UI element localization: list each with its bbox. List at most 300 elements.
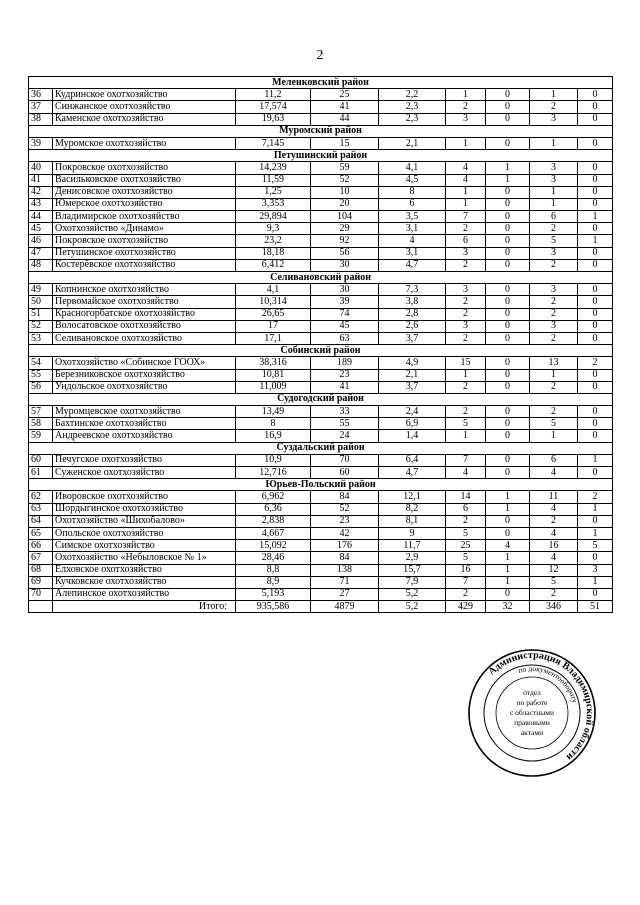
value-cell: 4,1 <box>236 284 311 296</box>
row-number: 48 <box>29 259 53 271</box>
value-cell: 42 <box>311 527 379 539</box>
row-number: 56 <box>29 381 53 393</box>
district-header-row <box>29 272 613 284</box>
value-cell: 2 <box>446 406 486 418</box>
table-row <box>29 467 613 479</box>
table-row <box>29 540 613 552</box>
row-number: 46 <box>29 235 53 247</box>
value-cell: 6 <box>446 235 486 247</box>
value-cell: 0 <box>578 259 613 271</box>
value-cell: 0 <box>486 89 530 101</box>
value-cell: 0 <box>486 406 530 418</box>
table-row <box>29 369 613 381</box>
value-cell: 1 <box>486 503 530 515</box>
value-cell: 6,9 <box>379 418 446 430</box>
value-cell: 0 <box>578 137 613 149</box>
value-cell: 4 <box>379 235 446 247</box>
row-number: 66 <box>29 540 53 552</box>
farm-name: Владимирское охотхозяйство <box>53 211 236 223</box>
value-cell: 0 <box>486 259 530 271</box>
value-cell: 0 <box>486 467 530 479</box>
row-number: 65 <box>29 527 53 539</box>
value-cell: 1,4 <box>379 430 446 442</box>
table-row <box>29 113 613 125</box>
farm-name: Печугское охотхозяйство <box>53 454 236 466</box>
row-number: 50 <box>29 296 53 308</box>
value-cell: 2,2 <box>379 89 446 101</box>
value-cell: 2,3 <box>379 113 446 125</box>
value-cell: 0 <box>486 357 530 369</box>
row-number: 69 <box>29 576 53 588</box>
district-name: Меленковский район <box>29 77 613 89</box>
value-cell: 4 <box>530 467 578 479</box>
value-cell: 12,716 <box>236 467 311 479</box>
value-cell: 2 <box>530 588 578 600</box>
hunting-farms-table <box>28 76 613 613</box>
value-cell: 30 <box>311 259 379 271</box>
value-cell: 1 <box>530 369 578 381</box>
district-name: Селивановский район <box>29 272 613 284</box>
farm-name: Охотхозяйство «Динамо» <box>53 223 236 235</box>
row-number: 61 <box>29 467 53 479</box>
row-number: 60 <box>29 454 53 466</box>
value-cell: 3 <box>530 320 578 332</box>
value-cell: 3 <box>530 247 578 259</box>
value-cell: 2 <box>530 406 578 418</box>
value-cell: 2,1 <box>379 137 446 149</box>
farm-name: Симское охотхозяйство <box>53 540 236 552</box>
value-cell: 1 <box>486 552 530 564</box>
table-row <box>29 406 613 418</box>
table-row <box>29 320 613 332</box>
row-number: 42 <box>29 186 53 198</box>
value-cell: 4,7 <box>379 467 446 479</box>
value-cell: 7,145 <box>236 137 311 149</box>
value-cell: 2 <box>578 357 613 369</box>
value-cell: 23 <box>311 515 379 527</box>
total-value: 5,2 <box>379 601 446 613</box>
value-cell: 0 <box>486 454 530 466</box>
value-cell: 11,2 <box>236 89 311 101</box>
value-cell: 8,2 <box>379 503 446 515</box>
value-cell: 0 <box>486 381 530 393</box>
farm-name: Васильковское охотхозяйство <box>53 174 236 186</box>
table-row <box>29 162 613 174</box>
table-row <box>29 186 613 198</box>
table-row <box>29 454 613 466</box>
farm-name: Иворовское охотхозяйство <box>53 491 236 503</box>
farm-name: Андреевское охотхозяйство <box>53 430 236 442</box>
total-value: 32 <box>486 601 530 613</box>
row-number: 39 <box>29 137 53 149</box>
value-cell: 1 <box>446 430 486 442</box>
district-header-row <box>29 393 613 405</box>
value-cell: 63 <box>311 332 379 344</box>
value-cell: 0 <box>578 406 613 418</box>
stamp-line-3: с областными <box>509 708 555 717</box>
value-cell: 55 <box>311 418 379 430</box>
value-cell: 6,412 <box>236 259 311 271</box>
value-cell: 3,8 <box>379 296 446 308</box>
stamp-line-5: актами <box>520 728 544 737</box>
value-cell: 1 <box>578 503 613 515</box>
value-cell: 5 <box>446 527 486 539</box>
value-cell: 0 <box>486 320 530 332</box>
value-cell: 0 <box>486 418 530 430</box>
value-cell: 8 <box>379 186 446 198</box>
table-row <box>29 101 613 113</box>
table-row <box>29 332 613 344</box>
value-cell: 30 <box>311 284 379 296</box>
farm-name: Селивановское охотхозяйство <box>53 332 236 344</box>
value-cell: 3,5 <box>379 211 446 223</box>
value-cell: 0 <box>578 162 613 174</box>
row-number: 55 <box>29 369 53 381</box>
row-number: 40 <box>29 162 53 174</box>
value-cell: 0 <box>486 113 530 125</box>
value-cell: 0 <box>578 515 613 527</box>
value-cell: 18,18 <box>236 247 311 259</box>
value-cell: 3 <box>530 284 578 296</box>
farm-name: Муромское охотхозяйство <box>53 137 236 149</box>
value-cell: 74 <box>311 308 379 320</box>
farm-name: Охотхозяйство «Собинское ГООХ» <box>53 357 236 369</box>
value-cell: 0 <box>578 174 613 186</box>
value-cell: 0 <box>578 467 613 479</box>
district-name: Судогодский район <box>29 393 613 405</box>
value-cell: 10,81 <box>236 369 311 381</box>
value-cell: 7,9 <box>379 576 446 588</box>
value-cell: 0 <box>578 296 613 308</box>
value-cell: 15,7 <box>379 564 446 576</box>
farm-name: Елховское охотхозяйство <box>53 564 236 576</box>
official-stamp <box>467 648 597 778</box>
value-cell: 2 <box>446 259 486 271</box>
value-cell: 2 <box>530 223 578 235</box>
row-number: 43 <box>29 198 53 210</box>
farm-name: Волосатовское охотхозяйство <box>53 320 236 332</box>
stamp-inner-ring-text: по документообороту <box>517 663 580 704</box>
row-number: 57 <box>29 406 53 418</box>
value-cell: 2,9 <box>379 552 446 564</box>
value-cell: 2 <box>446 381 486 393</box>
farm-name: Суженское охотхозяйство <box>53 467 236 479</box>
value-cell: 138 <box>311 564 379 576</box>
district-header-row <box>29 150 613 162</box>
value-cell: 0 <box>578 247 613 259</box>
value-cell: 27 <box>311 588 379 600</box>
value-cell: 3,1 <box>379 247 446 259</box>
value-cell: 6,4 <box>379 454 446 466</box>
total-row <box>29 601 613 613</box>
value-cell: 0 <box>578 588 613 600</box>
value-cell: 0 <box>486 308 530 320</box>
value-cell: 0 <box>578 430 613 442</box>
district-name: Петушинский район <box>29 150 613 162</box>
value-cell: 11 <box>530 491 578 503</box>
value-cell: 8 <box>236 418 311 430</box>
value-cell: 1 <box>530 137 578 149</box>
value-cell: 2 <box>530 296 578 308</box>
farm-name: Ундольское охотхозяйство <box>53 381 236 393</box>
row-number: 49 <box>29 284 53 296</box>
total-value: 346 <box>530 601 578 613</box>
table-row <box>29 576 613 588</box>
value-cell: 4 <box>530 503 578 515</box>
value-cell: 2 <box>530 515 578 527</box>
farm-name: Каменское охотхозяйство <box>53 113 236 125</box>
value-cell: 0 <box>486 247 530 259</box>
value-cell: 14 <box>446 491 486 503</box>
value-cell: 24 <box>311 430 379 442</box>
value-cell: 7 <box>446 211 486 223</box>
value-cell: 0 <box>578 284 613 296</box>
value-cell: 3 <box>446 320 486 332</box>
district-name: Собинский район <box>29 345 613 357</box>
value-cell: 12 <box>530 564 578 576</box>
value-cell: 5 <box>446 418 486 430</box>
value-cell: 1 <box>446 89 486 101</box>
row-number: 36 <box>29 89 53 101</box>
value-cell: 0 <box>486 515 530 527</box>
value-cell: 1 <box>446 369 486 381</box>
value-cell: 17,574 <box>236 101 311 113</box>
value-cell: 4,667 <box>236 527 311 539</box>
table-row <box>29 223 613 235</box>
value-cell: 15,092 <box>236 540 311 552</box>
row-number: 52 <box>29 320 53 332</box>
row-number: 51 <box>29 308 53 320</box>
stamp-line-4: правовыми <box>514 718 550 727</box>
value-cell: 0 <box>486 284 530 296</box>
value-cell: 3,7 <box>379 332 446 344</box>
value-cell: 0 <box>578 308 613 320</box>
value-cell: 5,193 <box>236 588 311 600</box>
farm-name: Красногорбатское охотхозяйство <box>53 308 236 320</box>
district-header-row <box>29 125 613 137</box>
table-row <box>29 174 613 186</box>
value-cell: 5 <box>446 552 486 564</box>
value-cell: 4,9 <box>379 357 446 369</box>
value-cell: 6,962 <box>236 491 311 503</box>
value-cell: 70 <box>311 454 379 466</box>
value-cell: 4,1 <box>379 162 446 174</box>
total-value: 429 <box>446 601 486 613</box>
value-cell: 5,2 <box>379 588 446 600</box>
value-cell: 23 <box>311 369 379 381</box>
value-cell: 1 <box>446 198 486 210</box>
row-number: 62 <box>29 491 53 503</box>
value-cell: 5 <box>578 540 613 552</box>
value-cell: 4,7 <box>379 259 446 271</box>
value-cell: 9,3 <box>236 223 311 235</box>
value-cell: 3 <box>530 162 578 174</box>
value-cell: 1 <box>578 454 613 466</box>
value-cell: 4 <box>530 552 578 564</box>
total-value: 935,586 <box>236 601 311 613</box>
value-cell: 92 <box>311 235 379 247</box>
value-cell: 10,314 <box>236 296 311 308</box>
value-cell: 13,49 <box>236 406 311 418</box>
total-value: 4879 <box>311 601 379 613</box>
value-cell: 2 <box>446 296 486 308</box>
value-cell: 1 <box>578 235 613 247</box>
value-cell: 1 <box>486 564 530 576</box>
district-header-row <box>29 77 613 89</box>
farm-name: Покровское охотхозяйство <box>53 162 236 174</box>
farm-name: Покровское охотхозяйство <box>53 235 236 247</box>
farm-name: Петушинское охотхозяйство <box>53 247 236 259</box>
value-cell: 0 <box>578 320 613 332</box>
table-row <box>29 564 613 576</box>
row-number: 58 <box>29 418 53 430</box>
value-cell: 2,838 <box>236 515 311 527</box>
value-cell: 3 <box>578 564 613 576</box>
value-cell: 9 <box>379 527 446 539</box>
value-cell: 4 <box>486 540 530 552</box>
value-cell: 1 <box>530 186 578 198</box>
value-cell: 3 <box>530 113 578 125</box>
value-cell: 1 <box>486 174 530 186</box>
table-row <box>29 284 613 296</box>
table-row <box>29 503 613 515</box>
row-number: 47 <box>29 247 53 259</box>
value-cell: 59 <box>311 162 379 174</box>
table-row <box>29 588 613 600</box>
farm-name: Кудринское охотхозяйство <box>53 89 236 101</box>
value-cell: 0 <box>486 137 530 149</box>
table-row <box>29 235 613 247</box>
value-cell: 0 <box>578 552 613 564</box>
district-header-row <box>29 442 613 454</box>
page-number: 2 <box>316 48 324 63</box>
value-cell: 38,316 <box>236 357 311 369</box>
value-cell: 13 <box>530 357 578 369</box>
value-cell: 3 <box>446 113 486 125</box>
table-row <box>29 381 613 393</box>
value-cell: 6 <box>379 198 446 210</box>
table-row <box>29 430 613 442</box>
value-cell: 5 <box>530 418 578 430</box>
stamp-line-1: отдел <box>523 688 541 697</box>
table-row <box>29 198 613 210</box>
value-cell: 4,5 <box>379 174 446 186</box>
value-cell: 45 <box>311 320 379 332</box>
table-row <box>29 211 613 223</box>
table-row <box>29 515 613 527</box>
farm-name: Шордыгинское охотхозяйство <box>53 503 236 515</box>
farm-name: Первомайское охотхозяйство <box>53 296 236 308</box>
empty-cell <box>29 601 53 613</box>
value-cell: 8,9 <box>236 576 311 588</box>
value-cell: 6 <box>530 454 578 466</box>
district-name: Муромский район <box>29 125 613 137</box>
value-cell: 4 <box>446 467 486 479</box>
value-cell: 1 <box>446 186 486 198</box>
value-cell: 3 <box>530 174 578 186</box>
value-cell: 84 <box>311 552 379 564</box>
value-cell: 0 <box>486 369 530 381</box>
value-cell: 15 <box>446 357 486 369</box>
table-row <box>29 247 613 259</box>
value-cell: 16 <box>446 564 486 576</box>
row-number: 68 <box>29 564 53 576</box>
value-cell: 0 <box>578 381 613 393</box>
value-cell: 2 <box>530 332 578 344</box>
value-cell: 1 <box>486 162 530 174</box>
value-cell: 44 <box>311 113 379 125</box>
value-cell: 2 <box>530 259 578 271</box>
row-number: 38 <box>29 113 53 125</box>
value-cell: 10 <box>311 186 379 198</box>
value-cell: 4 <box>446 174 486 186</box>
row-number: 45 <box>29 223 53 235</box>
value-cell: 29 <box>311 223 379 235</box>
district-header-row <box>29 345 613 357</box>
table-row <box>29 527 613 539</box>
value-cell: 2,6 <box>379 320 446 332</box>
table-row <box>29 89 613 101</box>
value-cell: 7 <box>446 576 486 588</box>
row-number: 37 <box>29 101 53 113</box>
value-cell: 1 <box>578 576 613 588</box>
table-row <box>29 357 613 369</box>
value-cell: 1 <box>486 491 530 503</box>
value-cell: 2,1 <box>379 369 446 381</box>
value-cell: 176 <box>311 540 379 552</box>
farm-name: Юмерское охотхозяйство <box>53 198 236 210</box>
value-cell: 2 <box>530 101 578 113</box>
value-cell: 7,3 <box>379 284 446 296</box>
farm-name: Муромцевское охотхозяйство <box>53 406 236 418</box>
value-cell: 4 <box>446 162 486 174</box>
value-cell: 4 <box>530 527 578 539</box>
row-number: 53 <box>29 332 53 344</box>
value-cell: 2 <box>446 588 486 600</box>
value-cell: 11,7 <box>379 540 446 552</box>
value-cell: 7 <box>446 454 486 466</box>
value-cell: 1 <box>530 430 578 442</box>
value-cell: 2 <box>530 308 578 320</box>
table-row <box>29 137 613 149</box>
value-cell: 0 <box>578 198 613 210</box>
value-cell: 19,63 <box>236 113 311 125</box>
farm-name: Денисовское охотхозяйство <box>53 186 236 198</box>
value-cell: 71 <box>311 576 379 588</box>
table-row <box>29 491 613 503</box>
value-cell: 11,59 <box>236 174 311 186</box>
value-cell: 5 <box>530 235 578 247</box>
row-number: 70 <box>29 588 53 600</box>
value-cell: 52 <box>311 174 379 186</box>
farm-name: Охотхозяйство «Шихобалово» <box>53 515 236 527</box>
value-cell: 6,36 <box>236 503 311 515</box>
value-cell: 0 <box>578 332 613 344</box>
value-cell: 0 <box>486 235 530 247</box>
value-cell: 2 <box>446 101 486 113</box>
farm-name: Бахтинское охотхозяйство <box>53 418 236 430</box>
value-cell: 1 <box>530 89 578 101</box>
value-cell: 2,4 <box>379 406 446 418</box>
row-number: 54 <box>29 357 53 369</box>
farm-name: Алепинское охотхозяйство <box>53 588 236 600</box>
value-cell: 6 <box>530 211 578 223</box>
value-cell: 2,3 <box>379 101 446 113</box>
value-cell: 104 <box>311 211 379 223</box>
row-number: 67 <box>29 552 53 564</box>
value-cell: 28,46 <box>236 552 311 564</box>
value-cell: 39 <box>311 296 379 308</box>
